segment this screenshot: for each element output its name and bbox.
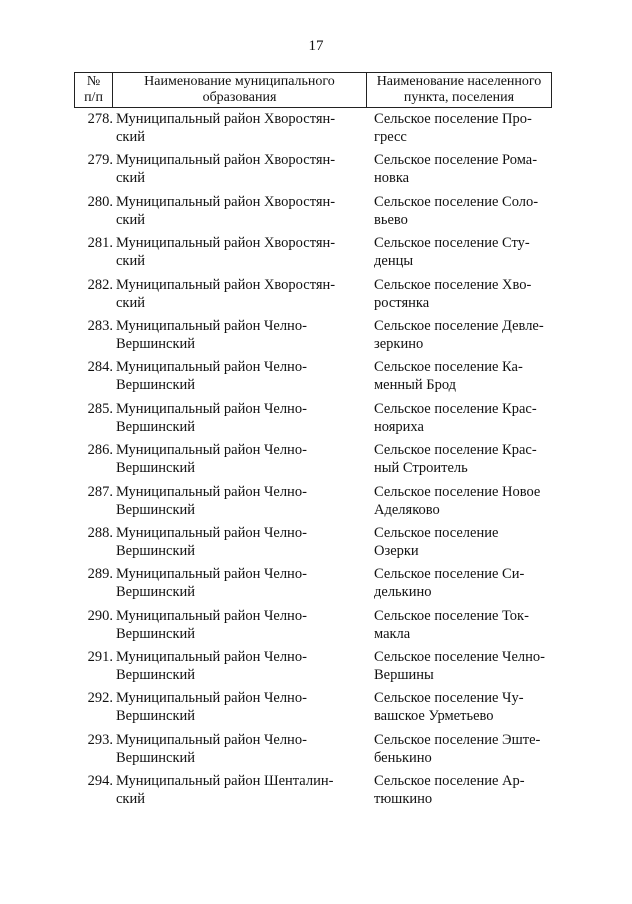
row-number: 286. [87,442,113,459]
municipality-name [116,317,352,353]
table-row [0,400,632,441]
settlement-name-line: ный Строитель [374,460,468,477]
settlement-name-line: ростянка [374,294,430,311]
settlement-name [374,565,564,601]
row-number: 284. [87,359,113,376]
municipality-name [116,565,352,601]
municipality-name [116,524,352,560]
municipality-name-line: Вершинский [116,335,196,352]
municipality-name-line: Муниципальный район Челно- [116,524,307,541]
settlement-name [374,151,564,187]
row-number: 278. [87,111,113,127]
table-row [0,483,632,524]
municipality-name [116,193,352,229]
row-number: 280. [87,193,113,210]
municipality-name-line: Муниципальный район Челно- [116,731,307,748]
header-municipality-line1: Наименование муниципального [144,74,335,89]
settlement-name-line: Вершины [374,667,434,684]
settlement-name-line: бенькино [374,749,432,766]
settlement-name-line: Сельское поселение Новое [374,483,541,500]
table-row [0,565,632,606]
municipality-name-line: ский [116,129,145,145]
municipality-name-line: Муниципальный район Челно- [116,359,307,376]
table-body [0,110,632,814]
settlement-name-line: Сельское поселение Рома- [374,152,538,169]
municipality-name-line: Муниципальный район Хворостян- [116,193,336,210]
municipality-name [116,772,352,808]
municipality-name [116,648,352,684]
settlement-name-line: вашское Урметьево [374,708,494,725]
row-number: 294. [87,773,113,790]
municipality-name [116,607,352,643]
settlement-name-line: вьево [374,211,408,228]
table-row [0,607,632,648]
settlement-name-line: макла [374,625,411,642]
settlement-name-line: Сельское поселение Ка- [374,359,523,376]
row-number: 288. [87,524,113,541]
header-municipality-line2: образования [202,90,277,105]
settlement-name-line: тюшкино [374,791,433,808]
settlement-name [374,689,564,725]
row-number: 287. [87,483,113,500]
header-settlement-cell [367,73,552,108]
settlement-name-line: Озерки [374,542,419,559]
settlement-name-line: Сельское поселение Крас- [374,400,537,417]
settlement-name-line: нояриха [374,418,424,435]
settlement-name [374,234,564,270]
header-settlement-line1: Наименование населенного [376,74,542,89]
municipality-name-line: Муниципальный район Челно- [116,317,307,334]
settlement-name [374,317,564,353]
row-number: 283. [87,317,113,334]
header-number-cell [75,73,113,108]
municipality-name-line: ский [116,791,145,808]
settlement-name [374,358,564,394]
settlement-name [374,400,564,436]
settlement-name-line: новка [374,170,410,187]
settlement-name-line: менный Брод [374,377,457,394]
municipality-name-line: Вершинский [116,584,196,601]
municipality-name-line: Муниципальный район Хворостян- [116,152,336,169]
table-row [0,234,632,275]
municipality-name-line: Вершинский [116,749,196,766]
settlement-name-line: делькино [374,584,432,601]
table-header [74,72,552,108]
settlement-name [374,607,564,643]
municipality-name-line: Вершинский [116,542,196,559]
settlement-name-line: денцы [374,253,414,270]
settlement-name-line: Сельское поселение Ток- [374,607,529,624]
table-row [0,731,632,772]
header-settlement-line2: пункта, поселения [403,90,515,105]
municipality-name-line: ский [116,211,145,228]
table-row [0,317,632,358]
municipality-name-line: Муниципальный район Челно- [116,690,307,707]
settlement-name-line: Сельское поселение Про- [374,111,532,127]
settlement-name [374,441,564,477]
municipality-name-line: ский [116,253,145,270]
municipality-name-line: ский [116,294,145,311]
municipality-name [116,358,352,394]
table-row [0,689,632,730]
settlement-name [374,276,564,312]
settlement-name-line: Сельское поселение Крас- [374,442,537,459]
municipality-name-line: Муниципальный район Челно- [116,483,307,500]
settlement-name-line: Сельское поселение Чу- [374,690,524,707]
settlement-name [374,193,564,229]
municipality-name-line: Муниципальный район Челно- [116,649,307,666]
settlement-name-line: Сельское поселение Девле- [374,317,544,334]
settlement-name [374,524,564,560]
row-number: 285. [87,400,113,417]
settlement-name [374,772,564,808]
settlement-name-line: Сельское поселение Эште- [374,731,541,748]
settlement-name-line: Сельское поселение Сту- [374,235,530,252]
settlement-name-line: Аделяково [374,501,440,518]
municipality-name-line: Вершинский [116,501,196,518]
settlement-name [374,110,564,146]
row-number: 293. [87,731,113,748]
municipality-name-line: Муниципальный район Хворостян- [116,276,336,293]
municipality-name [116,483,352,519]
table-row [0,110,632,151]
table-row [0,524,632,565]
header-number-line1: № [86,74,101,89]
municipality-name-line: Вершинский [116,625,196,642]
municipality-name-line: Муниципальный район Хворостян- [116,111,336,127]
row-number: 290. [87,607,113,624]
settlement-name [374,483,564,519]
table-row [0,276,632,317]
settlement-name-line: гресс [374,129,407,145]
municipality-name [116,110,352,146]
settlement-name-line: зеркино [374,335,424,352]
settlement-name-line: Сельское поселение Соло- [374,193,539,210]
table-row [0,151,632,192]
settlement-name-line: Сельское поселение Си- [374,566,525,583]
row-number: 292. [87,690,113,707]
municipality-name [116,441,352,477]
row-number: 289. [87,566,113,583]
municipality-name-line: Муниципальный район Челно- [116,400,307,417]
row-number: 291. [87,649,113,666]
row-number: 279. [87,152,113,169]
municipality-name-line: ский [116,170,145,187]
municipality-name [116,400,352,436]
municipality-name [116,276,352,312]
municipality-name [116,234,352,270]
settlement-name [374,731,564,767]
municipality-name-line: Вершинский [116,377,196,394]
settlement-name-line: Сельское поселение Ар- [374,773,525,790]
settlement-name [374,648,564,684]
municipality-name [116,731,352,767]
settlement-name-line: Сельское поселение Челно- [374,649,545,666]
table-row [0,648,632,689]
table-row [0,193,632,234]
municipality-name-line: Муниципальный район Челно- [116,607,307,624]
municipality-name [116,151,352,187]
municipality-name-line: Муниципальный район Хворостян- [116,235,336,252]
header-number-line2: п/п [84,90,103,105]
table-row [0,772,632,813]
header-municipality-cell [113,73,367,108]
municipality-name [116,689,352,725]
municipality-name-line: Вершинский [116,418,196,435]
table-row [0,358,632,399]
municipality-name-line: Муниципальный район Челно- [116,566,307,583]
page-number: 17 [308,38,324,54]
table-row [0,441,632,482]
row-number: 281. [87,235,113,252]
municipality-name-line: Вершинский [116,460,196,477]
municipality-name-line: Вершинский [116,667,196,684]
settlement-name-line: Сельское поселение [374,524,499,541]
municipality-name-line: Вершинский [116,708,196,725]
municipality-name-line: Муниципальный район Шенталин- [116,773,334,790]
row-number: 282. [87,276,113,293]
settlement-name-line: Сельское поселение Хво- [374,276,532,293]
municipality-name-line: Муниципальный район Челно- [116,442,307,459]
